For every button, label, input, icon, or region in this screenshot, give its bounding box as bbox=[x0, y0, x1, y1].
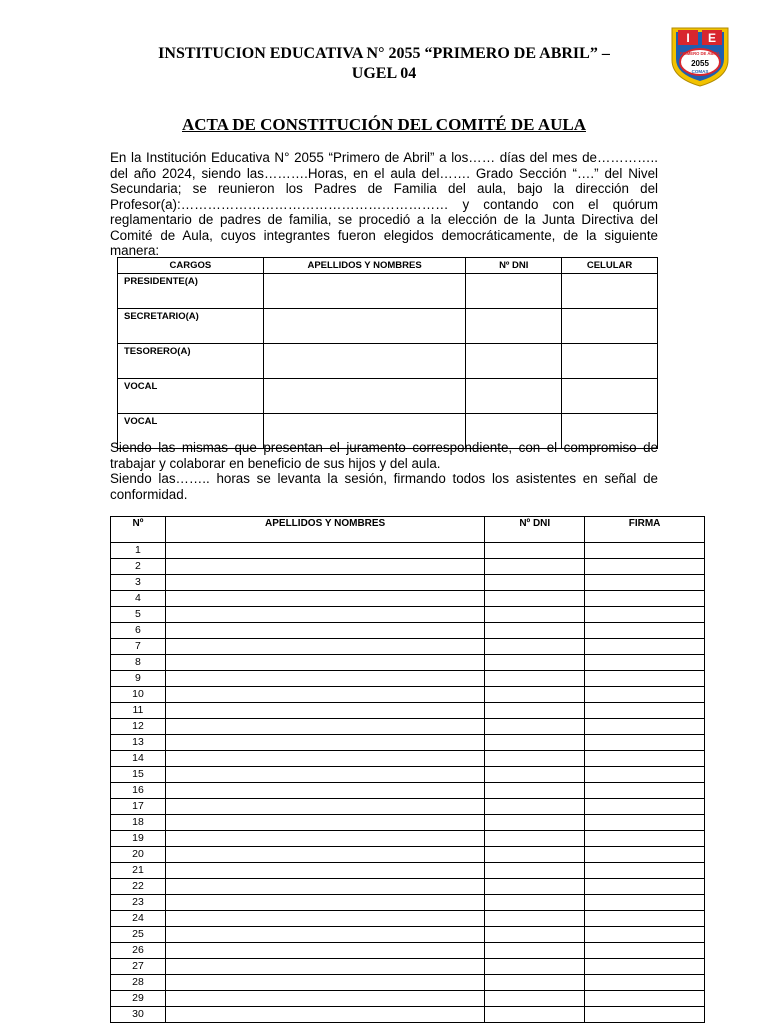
crest-number: 2055 bbox=[691, 59, 709, 68]
table-row bbox=[111, 767, 705, 783]
asistentes-body bbox=[111, 543, 705, 1023]
row-number: 5 bbox=[111, 607, 166, 623]
row-number: 7 bbox=[111, 639, 166, 655]
apellidos-nombres-field[interactable] bbox=[165, 863, 484, 879]
cargo-row bbox=[118, 309, 658, 344]
apellidos-nombres-field[interactable] bbox=[165, 815, 484, 831]
row-number: 26 bbox=[111, 943, 166, 959]
apellidos-nombres-field[interactable] bbox=[165, 847, 484, 863]
table-row bbox=[111, 911, 705, 927]
dni-field[interactable] bbox=[485, 671, 585, 687]
firma-field[interactable] bbox=[585, 975, 705, 991]
row-number: 9 bbox=[111, 671, 166, 687]
row-number: 22 bbox=[111, 879, 166, 895]
dni-field[interactable] bbox=[485, 847, 585, 863]
firma-field[interactable] bbox=[585, 911, 705, 927]
asistentes-table bbox=[110, 516, 705, 1023]
crest-motto: PRIMERO DE ABRIL bbox=[679, 51, 721, 56]
firma-field[interactable] bbox=[585, 751, 705, 767]
firma-field[interactable] bbox=[585, 943, 705, 959]
apellidos-nombres-field[interactable] bbox=[165, 703, 484, 719]
table-row bbox=[111, 671, 705, 687]
dni-field[interactable] bbox=[485, 879, 585, 895]
apellidos-nombres-field[interactable] bbox=[165, 719, 484, 735]
cargo-row bbox=[118, 274, 658, 309]
apellidos-nombres-field[interactable] bbox=[165, 559, 484, 575]
firma-field[interactable] bbox=[585, 783, 705, 799]
dni-field[interactable] bbox=[485, 959, 585, 975]
apellidos-nombres-field[interactable] bbox=[165, 575, 484, 591]
firma-field[interactable] bbox=[585, 879, 705, 895]
celular-field[interactable] bbox=[562, 379, 658, 414]
celular-field[interactable] bbox=[562, 274, 658, 309]
table-row bbox=[111, 591, 705, 607]
dni-field[interactable] bbox=[485, 911, 585, 927]
table-row bbox=[111, 623, 705, 639]
row-number: 27 bbox=[111, 959, 166, 975]
firma-field[interactable] bbox=[585, 543, 705, 559]
firma-field[interactable] bbox=[585, 655, 705, 671]
dni-field[interactable] bbox=[485, 655, 585, 671]
row-number: 8 bbox=[111, 655, 166, 671]
row-number: 10 bbox=[111, 687, 166, 703]
row-number: 29 bbox=[111, 991, 166, 1007]
cargos-table bbox=[117, 257, 658, 449]
dni-field[interactable] bbox=[485, 1007, 585, 1023]
table-row bbox=[111, 639, 705, 655]
row-number: 4 bbox=[111, 591, 166, 607]
table-row bbox=[111, 655, 705, 671]
row-number: 18 bbox=[111, 815, 166, 831]
apellidos-nombres-field[interactable] bbox=[165, 927, 484, 943]
dni-field[interactable] bbox=[485, 927, 585, 943]
table-row bbox=[111, 703, 705, 719]
row-number: 24 bbox=[111, 911, 166, 927]
header-cargos: CARGOS bbox=[118, 258, 264, 274]
dni-field[interactable] bbox=[485, 703, 585, 719]
row-number: 21 bbox=[111, 863, 166, 879]
dni-field[interactable] bbox=[485, 559, 585, 575]
apellidos-nombres-field[interactable] bbox=[263, 379, 466, 414]
table-row bbox=[111, 607, 705, 623]
table-row bbox=[111, 543, 705, 559]
apellidos-nombres-field[interactable] bbox=[165, 799, 484, 815]
dni-field[interactable] bbox=[485, 783, 585, 799]
apellidos-nombres-field[interactable] bbox=[263, 274, 466, 309]
table-row bbox=[111, 799, 705, 815]
apellidos-nombres-field[interactable] bbox=[165, 751, 484, 767]
ugel-name: UGEL 04 bbox=[351, 65, 417, 82]
firma-field[interactable] bbox=[585, 639, 705, 655]
closing-paragraph bbox=[110, 440, 658, 502]
cargo-label: VOCAL bbox=[118, 379, 264, 414]
apellidos-nombres-field[interactable] bbox=[165, 607, 484, 623]
intro-paragraph bbox=[110, 150, 658, 259]
firma-field[interactable] bbox=[585, 847, 705, 863]
closing-line-1: Siendo las mismas que presentan el juramento correspondiente, con el compromiso de trabajar y colaborar en beneficio de sus hijos y del aula. bbox=[110, 440, 658, 471]
dni-field[interactable] bbox=[485, 607, 585, 623]
row-number: 25 bbox=[111, 927, 166, 943]
header-apellidos-nombres: APELLIDOS Y NOMBRES bbox=[165, 517, 484, 543]
apellidos-nombres-field[interactable] bbox=[165, 639, 484, 655]
table-row bbox=[111, 1007, 705, 1023]
firma-field[interactable] bbox=[585, 895, 705, 911]
table-row bbox=[111, 863, 705, 879]
apellidos-nombres-field[interactable] bbox=[165, 959, 484, 975]
apellidos-nombres-field[interactable] bbox=[165, 735, 484, 751]
firma-field[interactable] bbox=[585, 719, 705, 735]
dni-field[interactable] bbox=[466, 309, 562, 344]
firma-field[interactable] bbox=[585, 591, 705, 607]
document-title: ACTA DE CONSTITUCIÓN DEL COMITÉ DE AULA bbox=[182, 115, 586, 134]
dni-field[interactable] bbox=[485, 863, 585, 879]
row-number: 28 bbox=[111, 975, 166, 991]
school-crest-logo bbox=[668, 24, 732, 88]
dni-field[interactable] bbox=[485, 943, 585, 959]
table-row bbox=[111, 975, 705, 991]
table-row bbox=[111, 895, 705, 911]
firma-field[interactable] bbox=[585, 831, 705, 847]
firma-field[interactable] bbox=[585, 799, 705, 815]
row-number: 23 bbox=[111, 895, 166, 911]
dni-field[interactable] bbox=[485, 735, 585, 751]
row-number: 14 bbox=[111, 751, 166, 767]
firma-field[interactable] bbox=[585, 671, 705, 687]
table-row bbox=[111, 559, 705, 575]
dni-field[interactable] bbox=[485, 591, 585, 607]
crest-district: COMAS bbox=[691, 69, 709, 74]
celular-field[interactable] bbox=[562, 309, 658, 344]
dni-field[interactable] bbox=[485, 767, 585, 783]
dni-field[interactable] bbox=[485, 815, 585, 831]
apellidos-nombres-field[interactable] bbox=[165, 1007, 484, 1023]
dni-field[interactable] bbox=[466, 274, 562, 309]
table-row bbox=[111, 847, 705, 863]
table-row bbox=[111, 735, 705, 751]
apellidos-nombres-field[interactable] bbox=[263, 344, 466, 379]
table-row bbox=[111, 879, 705, 895]
cargo-label: SECRETARIO(A) bbox=[118, 309, 264, 344]
dni-field[interactable] bbox=[485, 751, 585, 767]
table-row bbox=[111, 991, 705, 1007]
institution-header bbox=[110, 44, 658, 84]
firma-field[interactable] bbox=[585, 927, 705, 943]
apellidos-nombres-field[interactable] bbox=[165, 943, 484, 959]
row-number: 12 bbox=[111, 719, 166, 735]
table-row bbox=[111, 927, 705, 943]
dni-field[interactable] bbox=[485, 543, 585, 559]
table-row bbox=[111, 959, 705, 975]
row-number: 19 bbox=[111, 831, 166, 847]
table-row bbox=[111, 575, 705, 591]
row-number: 30 bbox=[111, 1007, 166, 1023]
firma-field[interactable] bbox=[585, 623, 705, 639]
row-number: 20 bbox=[111, 847, 166, 863]
cargos-body bbox=[118, 274, 658, 449]
header-dni: Nº DNI bbox=[466, 258, 562, 274]
header-firma: FIRMA bbox=[585, 517, 705, 543]
firma-field[interactable] bbox=[585, 703, 705, 719]
table-row bbox=[111, 751, 705, 767]
apellidos-nombres-field[interactable] bbox=[165, 783, 484, 799]
apellidos-nombres-field[interactable] bbox=[165, 687, 484, 703]
apellidos-nombres-field[interactable] bbox=[165, 911, 484, 927]
firma-field[interactable] bbox=[585, 959, 705, 975]
dni-field[interactable] bbox=[466, 344, 562, 379]
firma-field[interactable] bbox=[585, 863, 705, 879]
apellidos-nombres-field[interactable] bbox=[165, 991, 484, 1007]
closing-line-2: Siendo las…….. horas se levanta la sesión, firmando todos los asistentes en señal de conformidad. bbox=[110, 471, 658, 502]
apellidos-nombres-field[interactable] bbox=[165, 623, 484, 639]
institution-name: INSTITUCION EDUCATIVA N° 2055 “PRIMERO DE ABRIL” – bbox=[158, 45, 610, 62]
firma-field[interactable] bbox=[585, 1007, 705, 1023]
firma-field[interactable] bbox=[585, 687, 705, 703]
firma-field[interactable] bbox=[585, 607, 705, 623]
dni-field[interactable] bbox=[485, 831, 585, 847]
apellidos-nombres-field[interactable] bbox=[165, 831, 484, 847]
dni-field[interactable] bbox=[485, 623, 585, 639]
row-number: 6 bbox=[111, 623, 166, 639]
cargo-row bbox=[118, 344, 658, 379]
dni-field[interactable] bbox=[485, 799, 585, 815]
apellidos-nombres-field[interactable] bbox=[165, 655, 484, 671]
row-number: 16 bbox=[111, 783, 166, 799]
table-row bbox=[111, 831, 705, 847]
table-row bbox=[111, 815, 705, 831]
apellidos-nombres-field[interactable] bbox=[165, 895, 484, 911]
asistentes-header-row bbox=[111, 517, 705, 543]
apellidos-nombres-field[interactable] bbox=[165, 879, 484, 895]
row-number: 13 bbox=[111, 735, 166, 751]
apellidos-nombres-field[interactable] bbox=[165, 975, 484, 991]
row-number: 11 bbox=[111, 703, 166, 719]
header-celular: CELULAR bbox=[562, 258, 658, 274]
cargo-row bbox=[118, 379, 658, 414]
table-row bbox=[111, 687, 705, 703]
header-numero: Nº bbox=[111, 517, 166, 543]
apellidos-nombres-field[interactable] bbox=[165, 591, 484, 607]
table-row bbox=[111, 943, 705, 959]
firma-field[interactable] bbox=[585, 735, 705, 751]
row-number: 3 bbox=[111, 575, 166, 591]
cargo-label: VOCAL bbox=[118, 414, 264, 449]
row-number: 2 bbox=[111, 559, 166, 575]
dni-field[interactable] bbox=[485, 719, 585, 735]
header-apellidos-nombres: APELLIDOS Y NOMBRES bbox=[263, 258, 466, 274]
firma-field[interactable] bbox=[585, 575, 705, 591]
apellidos-nombres-field[interactable] bbox=[165, 767, 484, 783]
dni-field[interactable] bbox=[485, 575, 585, 591]
apellidos-nombres-field[interactable] bbox=[263, 309, 466, 344]
row-number: 1 bbox=[111, 543, 166, 559]
crest-letter-e: E bbox=[707, 31, 717, 45]
intro-text: En la Institución Educativa N° 2055 “Primero de Abril” a los…… días del mes de………….. del año 2024, siendo las……….Horas, en el aula del……. Grado Sección “….” del Nivel Secundaria; se reunieron los Padres de Familia del aula, bajo la dirección del Profesor(a):…………………………………………………… y contando con el quórum reglamentario de padres de familia, se procedió a la elección de la Junta Directiva del Comité de Aula, cuyos integrantes fueron elegidos democráticamente, de la siguiente manera: bbox=[110, 150, 658, 258]
apellidos-nombres-field[interactable] bbox=[165, 671, 484, 687]
header-dni: Nº DNI bbox=[485, 517, 585, 543]
cargos-header-row bbox=[118, 258, 658, 274]
firma-field[interactable] bbox=[585, 767, 705, 783]
firma-field[interactable] bbox=[585, 991, 705, 1007]
table-row bbox=[111, 783, 705, 799]
dni-field[interactable] bbox=[485, 991, 585, 1007]
celular-field[interactable] bbox=[562, 344, 658, 379]
firma-field[interactable] bbox=[585, 559, 705, 575]
table-row bbox=[111, 719, 705, 735]
row-number: 15 bbox=[111, 767, 166, 783]
dni-field[interactable] bbox=[485, 639, 585, 655]
firma-field[interactable] bbox=[585, 815, 705, 831]
dni-field[interactable] bbox=[485, 687, 585, 703]
dni-field[interactable] bbox=[485, 975, 585, 991]
crest-letter-i: I bbox=[686, 31, 690, 45]
cargo-label: PRESIDENTE(A) bbox=[118, 274, 264, 309]
apellidos-nombres-field[interactable] bbox=[165, 543, 484, 559]
dni-field[interactable] bbox=[466, 379, 562, 414]
cargo-label: TESORERO(A) bbox=[118, 344, 264, 379]
row-number: 17 bbox=[111, 799, 166, 815]
dni-field[interactable] bbox=[485, 895, 585, 911]
